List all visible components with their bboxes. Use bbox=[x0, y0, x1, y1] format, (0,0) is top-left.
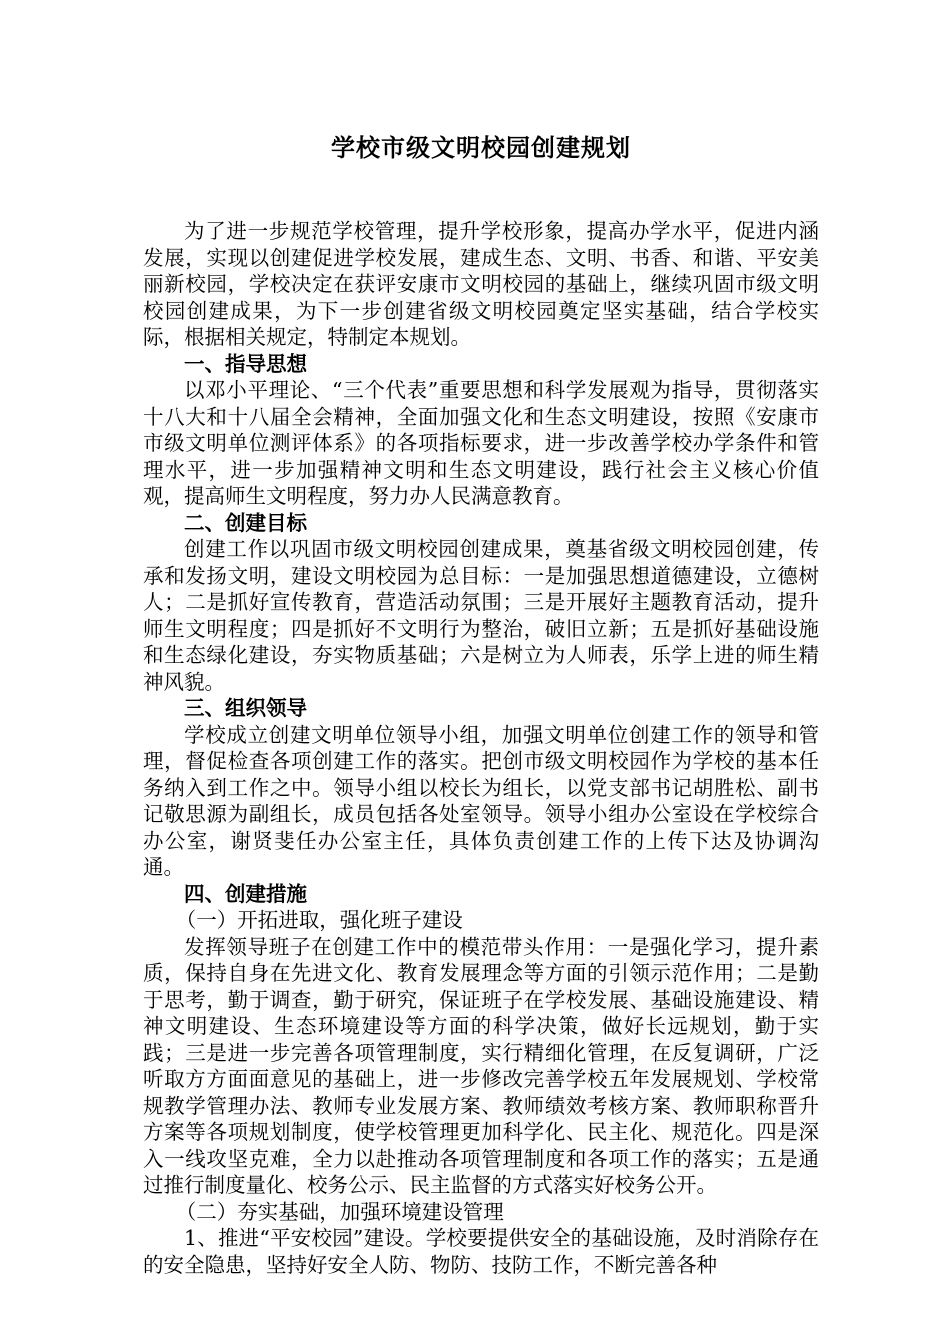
section-body-guiding-ideology: 以邓小平理论、“三个代表”重要思想和科学发展观为指导，贯彻落实十八大和十八届全会精神，全面加强文化和生态文明建设，按照《安康市市级文明单位测评体系》的各项指标要求，进一步改善学校办学条件和管理水平，进一步加强精神文明和生态文明建设，践行社会主义核心价值观，提高师生文明程度，努力办人民满意教育。 bbox=[143, 378, 819, 508]
section-body-goals: 创建工作以巩固市级文明校园创建成果，奠基省级文明校园创建，传承和发扬文明，建设文明校园为总目标：一是加强思想道德建设，立德树人；二是抓好宣传教育，营造活动氛围；三是开展好主题教育活动，提升师生文明程度；四是抓好不文明行为整治，破旧立新；五是抓好基础设施和生态绿化建设，夯实物质基础；六是树立为人师表，乐学上进的师生精神风貌。 bbox=[143, 537, 819, 694]
section-body-leadership: 学校成立创建文明单位领导小组，加强文明单位创建工作的领导和管理，督促检查各项创建工作的落实。把创市级文明校园作为学校的基本任务纳入到工作之中。领导小组以校长为组长，以党支部书记胡胜松、副书记敬思源为副组长，成员包括各处室领导。领导小组办公室设在学校综合办公室，谢贤斐任办公室主任，具体负责创建工作的上传下达及协调沟通。 bbox=[143, 722, 819, 879]
document-page bbox=[143, 128, 819, 1278]
section-heading-guiding-ideology: 一、指导思想 bbox=[184, 351, 307, 376]
intro-paragraph: 为了进一步规范学校管理，提升学校形象，提高办学水平，促进内涵发展，实现以创建促进学校发展，建成生态、文明、书香、和谐、平安美丽新校园，学校决定在获评安康市文明校园的基础上，继续巩固市级文明校园创建成果，为下一步创建省级文明校园奠定坚实基础，结合学校实际，根据相关规定，特制定本规划。 bbox=[143, 219, 819, 349]
section-heading-leadership: 三、组织领导 bbox=[184, 696, 307, 720]
section-heading-goals: 二、创建目标 bbox=[184, 510, 307, 535]
section-heading-measures: 四、创建措施 bbox=[184, 881, 307, 906]
subsection-heading-environment: （二）夯实基础，加强环境建设管理 bbox=[175, 1199, 504, 1224]
subsection-body-environment: 1、推进“平安校园”建设。学校要提供安全的基础设施，及时消除存在的安全隐患，坚持好安全人防、物防、技防工作，不断完善各种 bbox=[143, 1226, 819, 1277]
subsection-heading-team-building: （一）开拓进取，强化班子建设 bbox=[175, 908, 463, 932]
subsection-body-team-building: 发挥领导班子在创建工作中的模范带头作用：一是强化学习，提升素质，保持自身在先进文化、教育发展理念等方面的引领示范作用；二是勤于思考，勤于调查，勤于研究，保证班子在学校发展、基础设施建设、精神文明建设、生态环境建设等方面的科学决策，做好长远规划，勤于实践；三是进一步完善各项管理制度，实行精细化管理，在反复调研，广泛听取方方面面意见的基础上，进一步修改完善学校五年发展规划、学校常规教学管理办法、教师专业发展方案、教师绩效考核方案、教师职称晋升方案等各项规划制度，使学校管理更加科学化、民主化、规范化。四是深入一线攻坚克难，全力以赴推动各项管理制度和各项工作的落实；五是通过推行制度量化、校务公示、民主监督的方式落实好校务公开。 bbox=[143, 934, 819, 1197]
document-title: 学校市级文明校园创建规划 bbox=[331, 133, 631, 162]
